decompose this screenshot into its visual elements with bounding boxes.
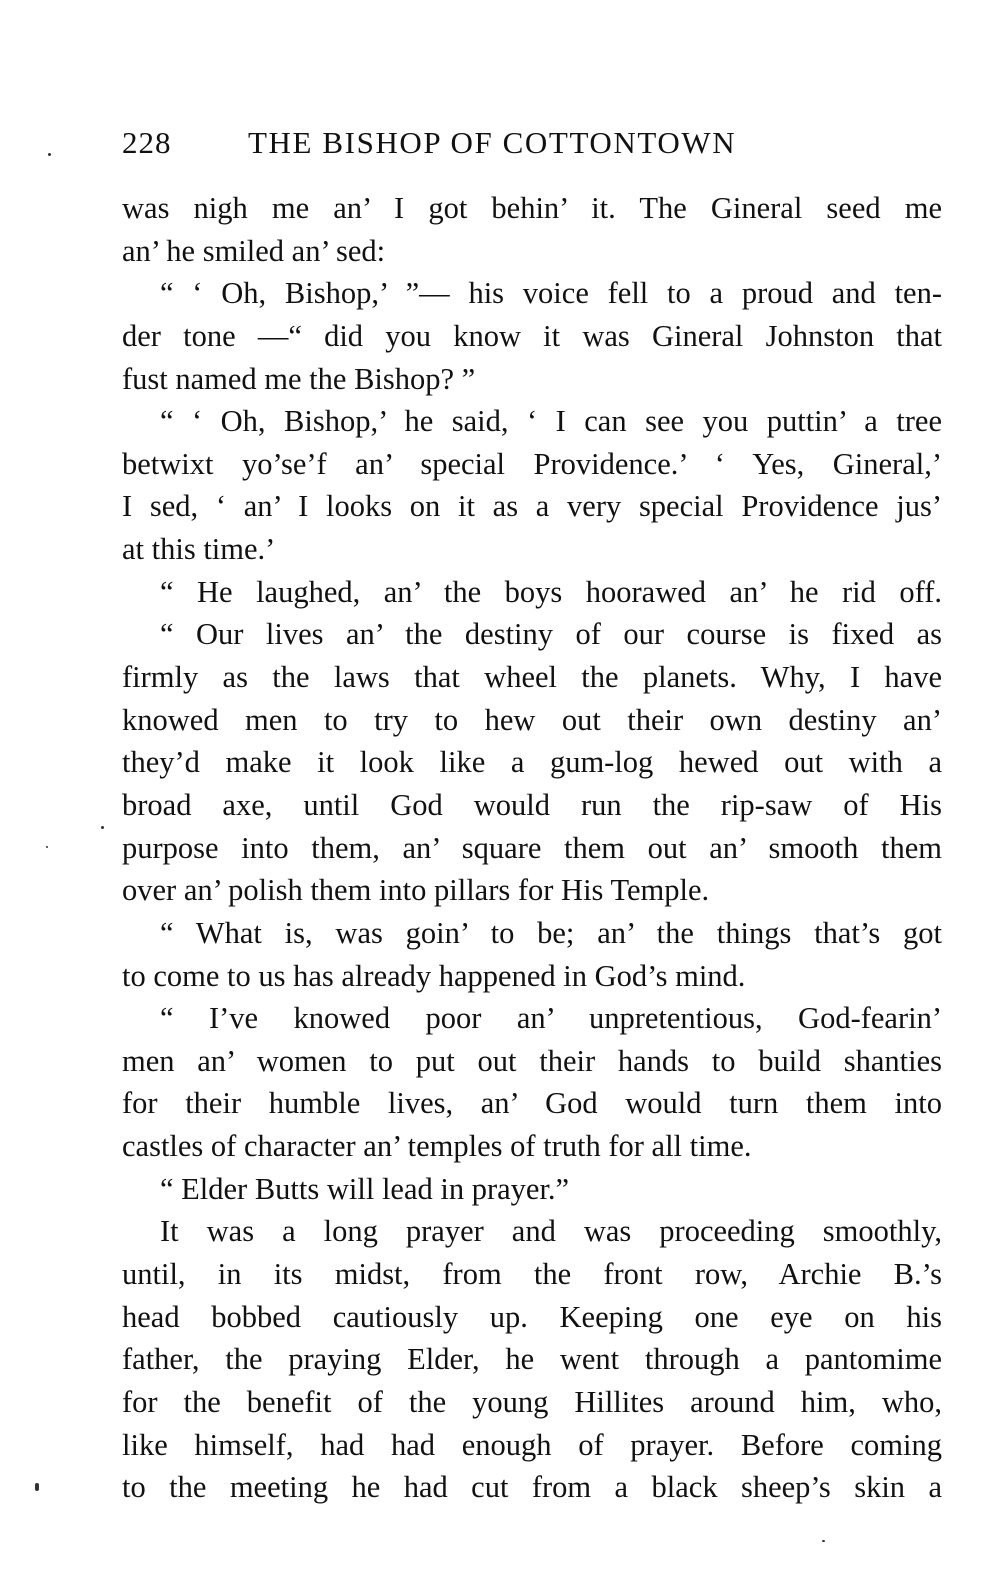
text-line: they’d make it look like a gum-log hewed out with a [122, 745, 942, 780]
text-line: “ Elder Butts will lead in prayer.” [160, 1171, 570, 1206]
body-text [122, 187, 942, 1509]
text-line: to come to us has already happened in God’s mind. [122, 958, 746, 993]
text-line: head bobbed cautiously up. Keeping one eye on his [122, 1299, 942, 1334]
text-line: for the benefit of the young Hillites around him, who, [122, 1384, 942, 1419]
text-line: “ I’ve knowed poor an’ unpretentious, God-fearin’ [160, 1001, 942, 1036]
text-line: firmly as the laws that wheel the planets. Why, I have [122, 660, 942, 695]
text-line: knowed men to try to hew out their own destiny an’ [122, 702, 942, 737]
scan-speck [822, 1540, 825, 1542]
text-line: over an’ polish them into pillars for His Temple. [122, 873, 710, 908]
text-line: was nigh me an’ I got behin’ it. The Gineral seed me [122, 191, 942, 225]
text-line: like himself, had had enough of prayer. Before coming [122, 1427, 942, 1462]
text-line: castles of character an’ temples of truth for all time. [122, 1129, 752, 1164]
text-line: father, the praying Elder, he went through a pantomime [122, 1342, 942, 1377]
text-line: an’ he smiled an’ sed: [122, 233, 386, 268]
text-line: purpose into them, an’ square them out an’ smooth them [122, 830, 942, 865]
text-line: I sed, ‘ an’ I looks on it as a very special Providence jus’ [122, 489, 942, 524]
text-line: der tone —“ did you know it was Gineral Johnston that [122, 318, 942, 353]
text-line: “ He laughed, an’ the boys hoorawed an’ he rid off. [160, 574, 942, 609]
scan-speck [101, 826, 104, 829]
text-line: at this time.’ [122, 532, 276, 567]
text-line: to the meeting he had cut from a black sheep’s skin a [122, 1470, 942, 1505]
text-line: fust named me the Bishop? ” [122, 361, 476, 396]
text-line: “ Our lives an’ the destiny of our course is fixed as [160, 617, 942, 652]
text-line: broad axe, until God would run the rip-saw of His [122, 787, 942, 822]
text-line: “ What is, was goin’ to be; an’ the things that’s got [160, 915, 942, 950]
page-number: 228 [122, 125, 172, 160]
text-line: “ ‘ Oh, Bishop,’ ”— his voice fell to a proud and ten- [160, 276, 942, 311]
text-line: for their humble lives, an’ God would turn them into [122, 1086, 942, 1121]
scan-speck [48, 153, 51, 156]
text-line: betwixt yo’se’f an’ special Providence.’ ‘ Yes, Gineral,’ [122, 446, 942, 481]
running-header [122, 118, 822, 168]
text-line: It was a long prayer and was proceeding smoothly, [160, 1214, 942, 1249]
scan-speck [46, 846, 48, 848]
text-line: until, in its midst, from the front row, Archie B.’s [122, 1257, 942, 1292]
running-title: THE BISHOP OF COTTONTOWN [248, 125, 737, 160]
text-line: “ ‘ Oh, Bishop,’ he said, ‘ I can see you puttin’ a tree [160, 404, 942, 439]
text-line: men an’ women to put out their hands to build shanties [122, 1043, 942, 1078]
scan-speck [35, 1483, 39, 1491]
